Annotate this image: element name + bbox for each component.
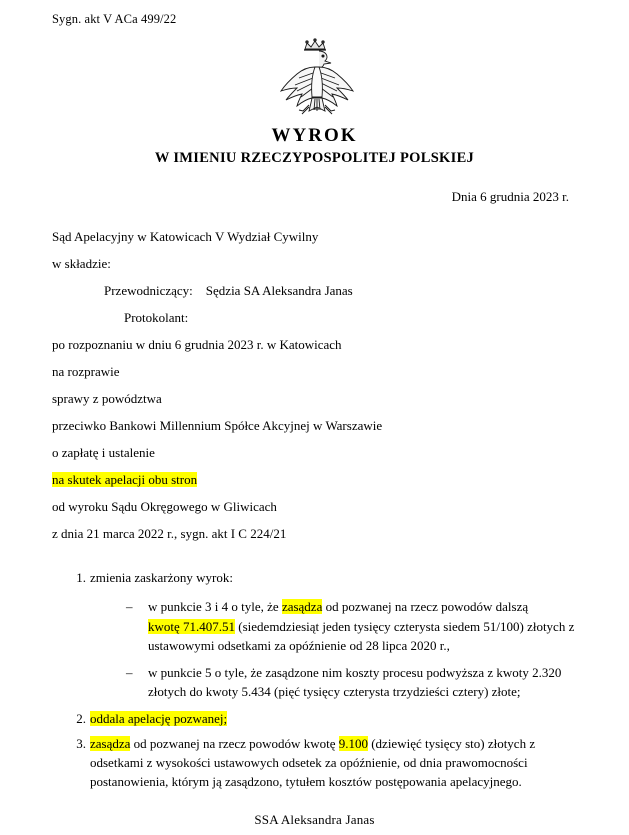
decision-text-tail: (dziewięć tysięcy sto) złotych z odsetkami z wysokości ustawowych odsetek za opóźnienie, od dnia prawomocności postanowienia, którym ją zasądzono, tytułem kosztów postępowania apelacyjnego.	[90, 735, 536, 790]
decision-item-1	[52, 568, 577, 702]
presiding-name: Sędzia SA Aleksandra Janas	[205, 283, 353, 298]
page-subtitle: W IMIENIU RZECZYPOSPOLITEJ POLSKIEJ	[154, 150, 475, 166]
decision-number: 1.	[76, 570, 86, 585]
decision-subitem-1	[120, 597, 577, 656]
subitem-text-part1: w punkcie 3 i 4 o tyle, że	[148, 599, 282, 615]
polish-eagle-emblem-icon	[269, 33, 361, 117]
decision-number: 3.	[76, 735, 86, 751]
subitem-text-part2: od pozwanej na rzecz powodów dalszą	[322, 599, 529, 615]
subitem-text-part3: (siedemdziesiąt jeden tysięcy czterysta siedem 51/100) złotych z ustawowymi odsetkami za opóźnienie od 28 lipca 2020 r.,	[148, 618, 575, 654]
lower-court-line: od wyroku Sądu Okręgowego w Gliwicach	[52, 499, 277, 514]
appeal-line-highlight: na skutek apelacji obu stron	[52, 472, 198, 487]
court-line: Sąd Apelacyjny w Katowicach V Wydział Cywilny	[52, 229, 319, 244]
dash-marker: –	[126, 664, 133, 680]
date-line: Dnia 6 grudnia 2023 r.	[451, 189, 569, 204]
hearing-line: po rozpoznaniu w dniu 6 grudnia 2023 r. w Katowicach	[52, 337, 342, 352]
decision-item-3	[52, 734, 577, 792]
decision-number: 2.	[76, 710, 86, 726]
appeal-line	[52, 473, 577, 486]
subitem-highlight-1: zasądza	[281, 599, 323, 615]
presiding-label: Przewodniczący:	[104, 283, 193, 298]
plaintiff-line: sprawy z powództwa	[52, 391, 162, 406]
decision-subitems	[90, 597, 577, 702]
decision-highlight-amount: 9.100	[338, 735, 368, 751]
presiding-row	[104, 284, 577, 297]
emblem-container	[52, 33, 577, 117]
subitem-text: w punkcie 5 o tyle, że zasądzone nim koszty procesu podwyższa z kwoty 2.320 złotych do kwoty 5.434 (pięć tysięcy czterysta trzydzieści cztery) złote;	[148, 664, 562, 700]
decision-text: zmienia zaskarżony wyrok:	[90, 570, 233, 585]
case-number: Sygn. akt V ACa 499/22	[52, 12, 177, 26]
decision-subitem-2	[120, 663, 577, 702]
subject-line: o zapłatę i ustalenie	[52, 445, 155, 460]
subitem-highlight-2: kwotę 71.407.51	[148, 618, 236, 634]
recorder-label: Protokolant:	[124, 310, 189, 325]
decision-text-highlight: oddala apelację pozwanej;	[90, 710, 228, 726]
mode-line: na rozprawie	[52, 364, 120, 379]
decision-item-2	[52, 709, 577, 728]
decision-text-middle: od pozwanej na rzecz powodów kwotę	[130, 735, 339, 751]
signature-line: SSA Aleksandra Janas	[254, 811, 375, 827]
composition-label: w składzie:	[52, 256, 111, 271]
lower-judgment-line: z dnia 21 marca 2022 r., sygn. akt I C 224/21	[52, 526, 287, 541]
dash-marker: –	[126, 599, 133, 615]
page-title: WYROK	[271, 125, 358, 146]
title-block	[52, 125, 577, 167]
decision-highlight-zasadza: zasądza	[90, 735, 131, 751]
decisions-list	[52, 568, 577, 792]
defendant-line: przeciwko Bankowi Millennium Spółce Akcyjnej w Warszawie	[52, 418, 383, 433]
